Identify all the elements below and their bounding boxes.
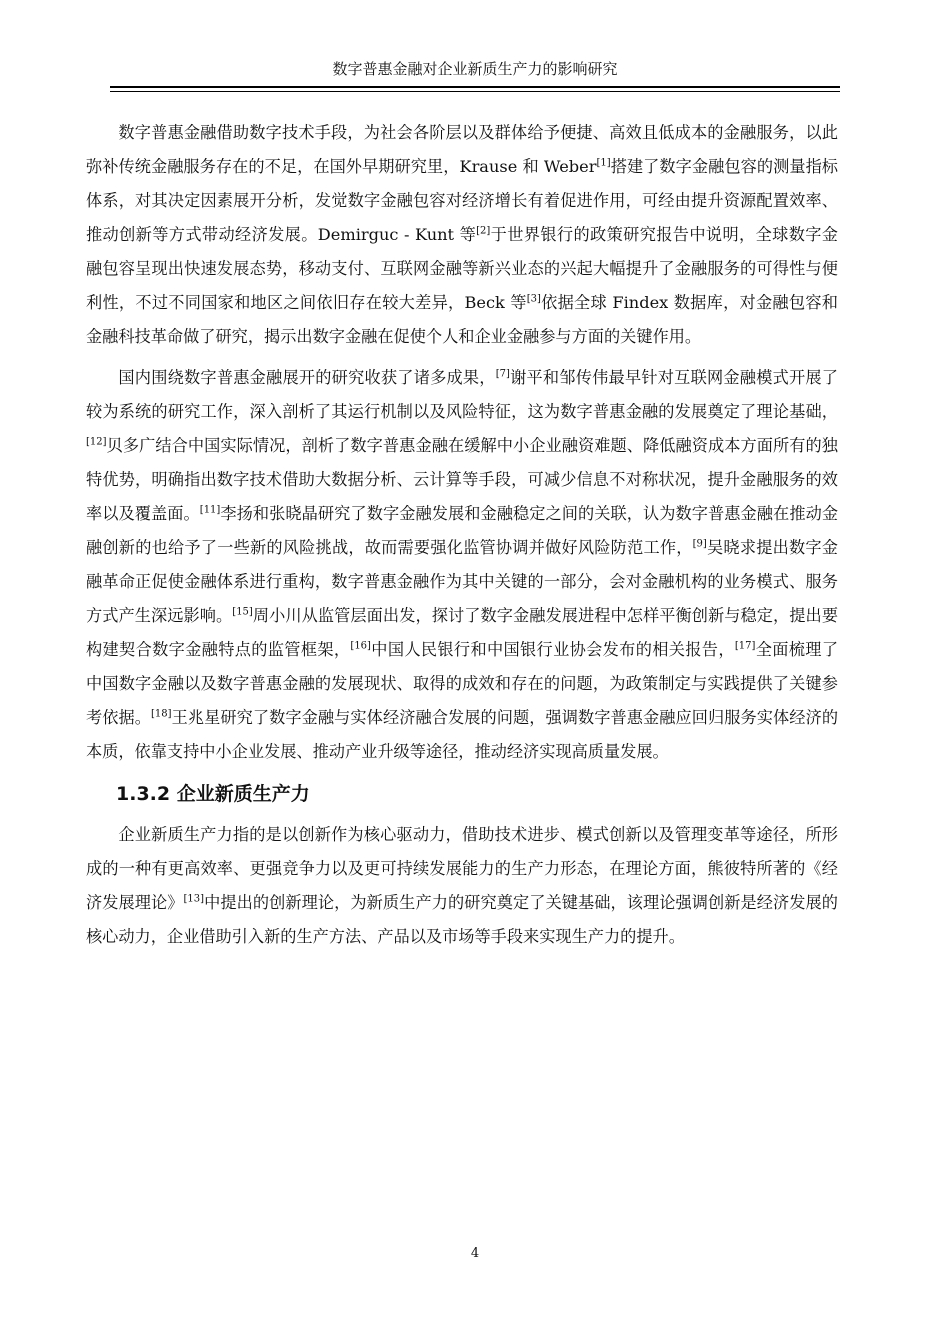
citation-marker: [1] (596, 157, 611, 169)
citation-marker: [11] (199, 504, 221, 516)
citation-marker: [2] (476, 225, 491, 237)
paragraph-gap (86, 354, 838, 361)
citation-marker: [7] (495, 368, 510, 380)
paragraph-domestic-research: 国内围绕数字普惠金融展开的研究收获了诸多成果，[7]谢平和邹传伟最早针对互联网金融模式开展了较为系统的研究工作，深入剖析了其运行机制以及风险特征，这为数字普惠金融的发展奠定了理论基础，[12]贝多广结合中国实际情况，剖析了数字普惠金融在缓解中小企业融资难题、降低融资成本方面所有的独特优势，明确指出数字技术借助大数据分析、云计算等手段，可减少信息不对称状况，提升金融服务的效率以及覆盖面。[11]李扬和张晓晶研究了数字金融发展和金融稳定之间的关联，认为数字普惠金融在推动金融创新的也给予了一些新的风险挑战，故而需要强化监管协调并做好风险防范工作，[9]吴晓求提出数字金融革命正促使金融体系进行重构，数字普惠金融作为其中关键的一部分，会对金融机构的业务模式、服务方式产生深远影响。[15]周小川从监管层面出发，探讨了数字金融发展进程中怎样平衡创新与稳定，提出要构建契合数字金融特点的监管框架，[16]中国人民银行和中国银行业协会发布的相关报告，[17]全面梳理了中国数字金融以及数字普惠金融的发展现状、取得的成效和存在的问题，为政策制定与实践提供了关键参考依据。[18]王兆星研究了数字金融与实体经济融合发展的问题，强调数字普惠金融应回归服务实体经济的本质，依靠支持中小企业发展、推动产业升级等途径，推动经济实现高质量发展。 (86, 368, 839, 761)
paragraph-intro: 数字普惠金融借助数字技术手段，为社会各阶层以及群体给予便捷、高效且低成本的金融服务，以此弥补传统金融服务存在的不足，在国外早期研究里，Krause 和 Weber[1]搭建了数字金融包容的测量指标体系，对其决定因素展开分析，发觉数字金融包容对经济增长有着促进作用，可经由提升资源配置效率、推动创新等方式带动经济发展。Demirguc - Kunt 等[2]于世界银行的政策研究报告中说明，全球数字金融包容呈现出快速发展态势，移动支付、互联网金融等新兴业态的兴起大幅提升了金融服务的可得性与便利性，不过不同国家和地区之间依旧存在较大差异，Beck 等[3]依据全球 Findex 数据库，对金融包容和金融科技革命做了研究，揭示出数字金融在促使个人和企业金融参与方面的关键作用。 (86, 123, 838, 346)
citation-marker: [13] (183, 893, 205, 905)
citation-marker: [3] (526, 293, 541, 305)
citation-marker: [16] (350, 640, 371, 652)
running-header-title: 数字普惠金融对企业新质生产力的影响研究 (332, 60, 618, 78)
header-rule-thin (110, 91, 840, 92)
citation-marker: [9] (692, 538, 707, 550)
citation-marker: [15] (232, 606, 253, 618)
citation-marker: [17] (734, 640, 756, 652)
citation-marker: [12] (86, 436, 107, 448)
header-rule-thick (110, 86, 840, 88)
section-heading: 1.3.2 企业新质生产力 (116, 783, 310, 805)
page-number: 4 (470, 1246, 480, 1261)
citation-marker: [18] (151, 708, 172, 720)
paragraph-new-productivity: 企业新质生产力指的是以创新作为核心驱动力，借助技术进步、模式创新以及管理变革等途径，所形成的一种有更高效率、更强竞争力以及更可持续发展能力的生产力形态，在理论方面，熊彼特所著的《经济发展理论》[13]中提出的创新理论，为新质生产力的研究奠定了关键基础，该理论强调创新是经济发展的核心动力，企业借助引入新的生产方法、产品以及市场等手段来实现生产力的提升。 (86, 825, 838, 946)
page-body (86, 116, 838, 954)
